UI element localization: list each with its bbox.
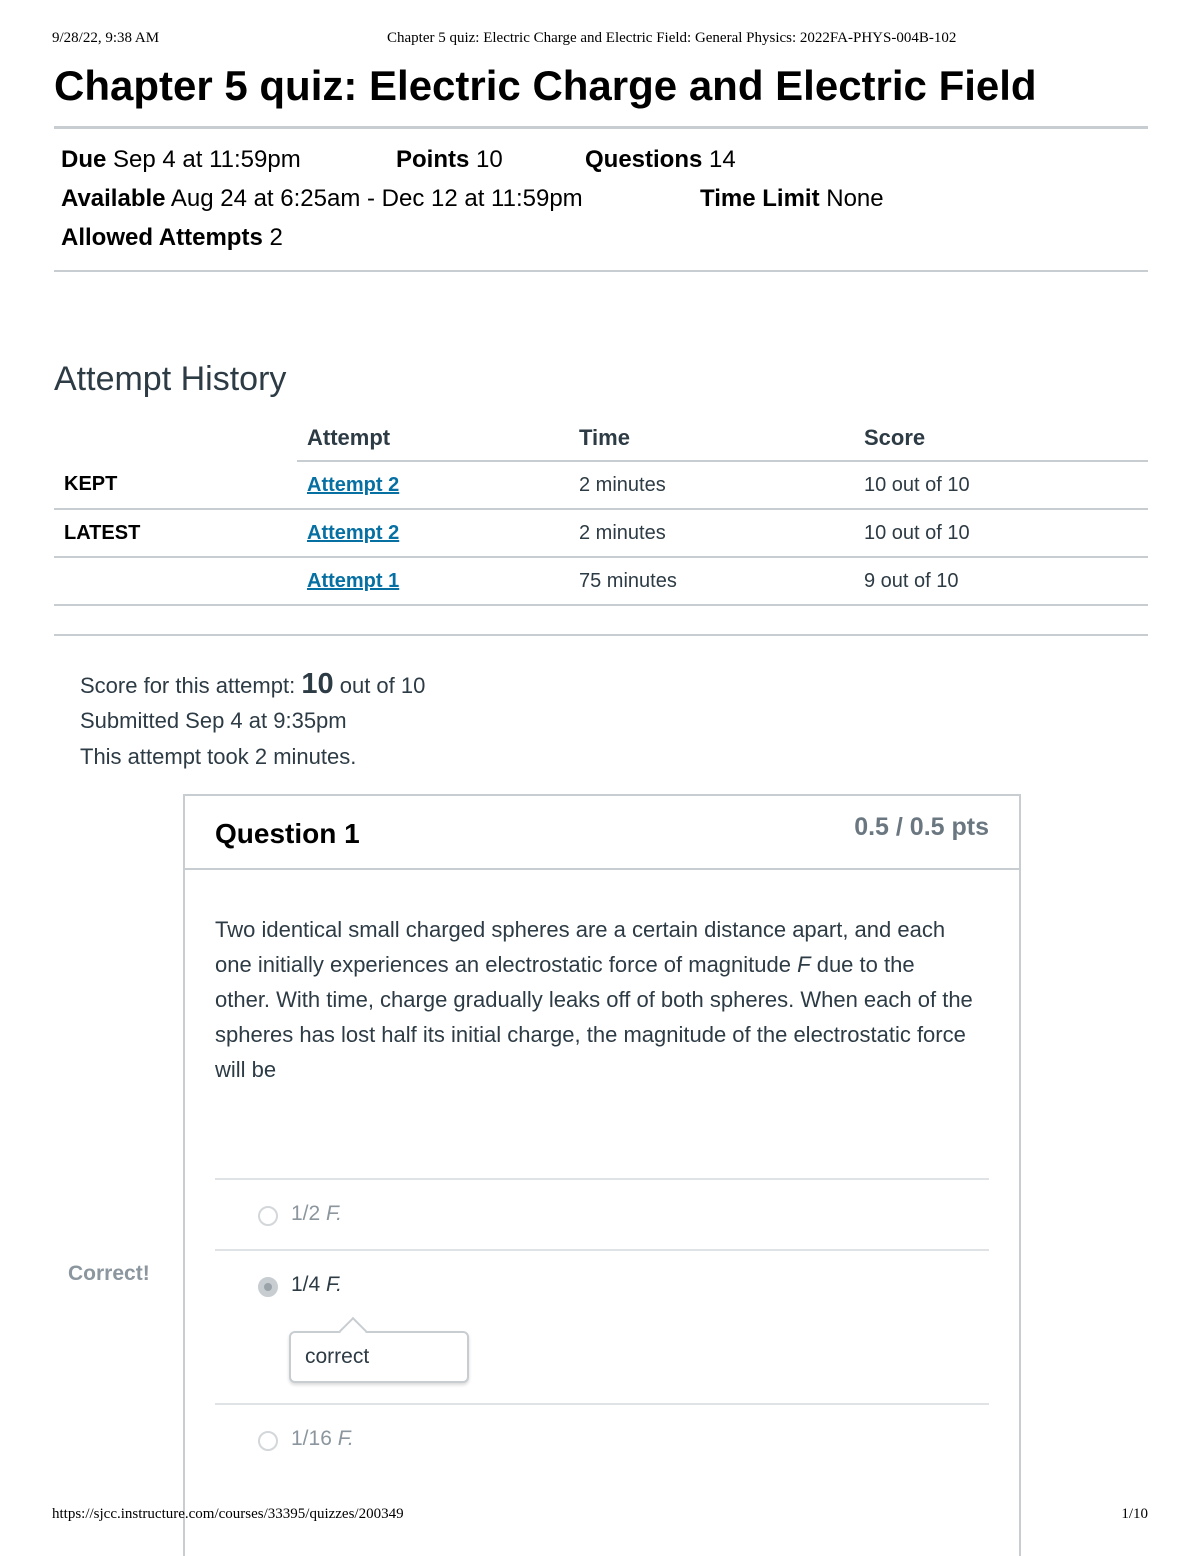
table-row xyxy=(54,557,1148,605)
attempt-link[interactable]: Attempt 1 xyxy=(307,569,400,592)
attempt-tag: LATEST xyxy=(54,509,297,557)
questions-value: 14 xyxy=(709,146,736,173)
attempt-time: 2 minutes xyxy=(569,461,854,509)
print-page-title: Chapter 5 quiz: Electric Charge and Electric Field: General Physics: 2022FA-PHYS-004B-102 xyxy=(387,30,957,46)
score-value: 10 xyxy=(301,668,334,700)
question-header xyxy=(185,796,1019,870)
column-header-score: Score xyxy=(854,416,1148,461)
attempt-tag xyxy=(54,557,297,605)
page-title: Chapter 5 quiz: Electric Charge and Electric Field xyxy=(54,62,1037,109)
duration-text: This attempt took 2 minutes. xyxy=(80,744,357,769)
available-label: Available xyxy=(61,185,166,212)
due-info xyxy=(61,146,301,174)
submitted-text: Submitted Sep 4 at 9:35pm xyxy=(80,708,347,733)
allowed-attempts-label: Allowed Attempts xyxy=(61,224,263,251)
table-header-row xyxy=(54,416,1148,461)
available-value: Aug 24 at 6:25am - Dec 12 at 11:59pm xyxy=(170,185,583,212)
due-value: Sep 4 at 11:59pm xyxy=(113,146,301,173)
attempt-time: 75 minutes xyxy=(569,557,854,605)
attempt-history-heading: Attempt History xyxy=(54,360,287,398)
time-limit-label: Time Limit xyxy=(700,185,820,212)
question-text-variable: F xyxy=(797,952,811,977)
print-page-number: 1/10 xyxy=(1121,1506,1148,1522)
feedback-text: correct xyxy=(305,1345,370,1368)
points-info xyxy=(396,146,503,174)
print-footer xyxy=(52,1506,1148,1526)
question-title: Question 1 xyxy=(215,818,360,849)
attempt-link[interactable]: Attempt 2 xyxy=(307,473,400,496)
table-row xyxy=(54,509,1148,557)
time-limit-info xyxy=(700,185,884,213)
question-points: 0.5 / 0.5 pts xyxy=(854,813,989,841)
due-label: Due xyxy=(61,146,107,173)
available-info xyxy=(61,185,583,213)
attempt-score: 10 out of 10 xyxy=(854,509,1148,557)
score-suffix: out of 10 xyxy=(339,673,426,698)
questions-info xyxy=(585,146,736,174)
column-header-attempt: Attempt xyxy=(297,416,569,461)
answer-label: 1/16 F. xyxy=(291,1427,354,1450)
radio-button[interactable] xyxy=(258,1431,278,1451)
table-row xyxy=(54,461,1148,509)
points-value: 10 xyxy=(476,146,503,173)
correct-answer-flag: Correct! xyxy=(68,1262,150,1285)
allowed-attempts-value: 2 xyxy=(269,224,283,251)
answer-option[interactable] xyxy=(215,1178,989,1250)
answer-label: 1/4 F. xyxy=(291,1273,343,1296)
question-text-part2: due to the other. With time, charge gradually leaks off of both spheres. When each of the spheres has lost half its initial charge, the magnitude of the electrostatic force will be xyxy=(215,952,973,1082)
question-text-part1: Two identical small charged spheres are a certain distance apart, and each one initially experiences an electrostatic force of magnitude xyxy=(215,917,946,977)
column-header-time: Time xyxy=(569,416,854,461)
print-datetime: 9/28/22, 9:38 AM xyxy=(52,30,160,46)
allowed-attempts-info xyxy=(61,224,283,252)
question-card xyxy=(183,794,1021,1556)
time-limit-value: None xyxy=(826,185,884,212)
attempt-score-line xyxy=(80,668,425,701)
answer-feedback-bubble xyxy=(289,1331,469,1383)
attempt-score: 10 out of 10 xyxy=(854,461,1148,509)
print-header xyxy=(52,30,1148,50)
bubble-caret xyxy=(339,1317,367,1345)
attempt-score: 9 out of 10 xyxy=(854,557,1148,605)
attempt-time: 2 minutes xyxy=(569,509,854,557)
attempt-history-table xyxy=(54,416,1148,606)
question-text xyxy=(215,912,975,1087)
column-header-tag xyxy=(54,416,297,461)
attempt-tag: KEPT xyxy=(54,461,297,509)
radio-button[interactable] xyxy=(258,1206,278,1226)
attempt-link[interactable]: Attempt 2 xyxy=(307,521,400,544)
meta-divider xyxy=(54,270,1148,272)
questions-label: Questions xyxy=(585,146,703,173)
print-url: https://sjcc.instructure.com/courses/33395/quizzes/200349 xyxy=(52,1506,404,1522)
answer-label: 1/2 F. xyxy=(291,1202,343,1225)
title-divider xyxy=(54,126,1148,129)
history-divider xyxy=(54,634,1148,636)
answer-option[interactable] xyxy=(215,1403,989,1475)
radio-button-selected[interactable] xyxy=(258,1277,278,1297)
score-prefix: Score for this attempt: xyxy=(80,673,296,698)
points-label: Points xyxy=(396,146,470,173)
answer-option-selected[interactable] xyxy=(215,1249,989,1405)
